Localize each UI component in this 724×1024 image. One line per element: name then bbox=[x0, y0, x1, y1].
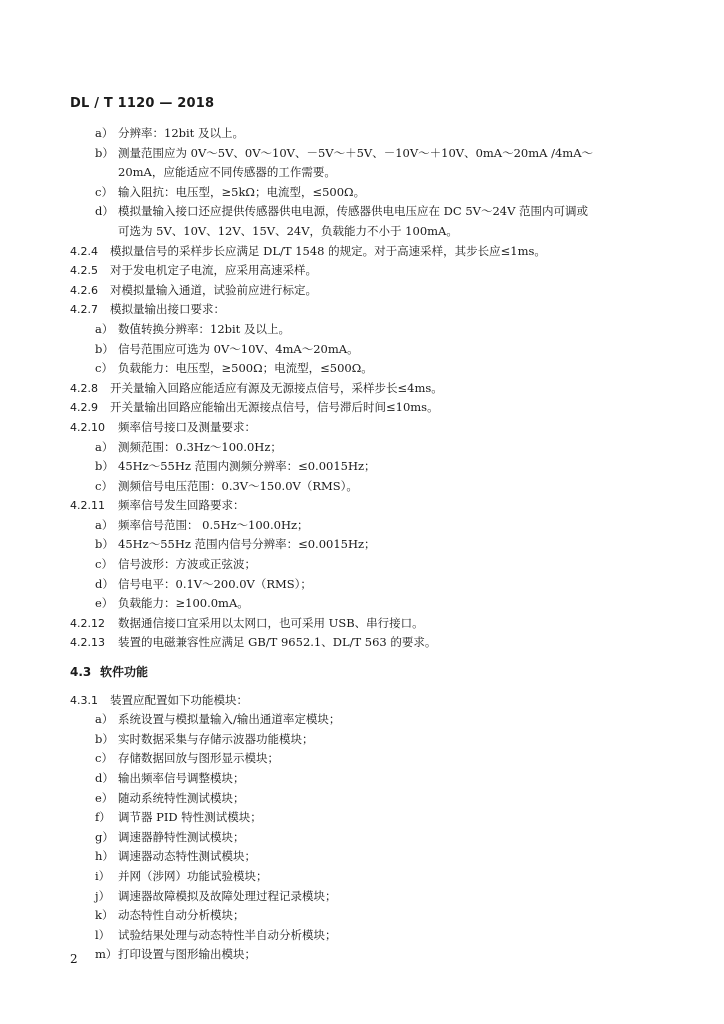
list-item bbox=[0, 144, 724, 164]
list-item-text: 频率信号范围： 0.5Hz～100.0Hz； bbox=[118, 517, 309, 532]
list-item bbox=[0, 769, 724, 789]
list-item bbox=[0, 555, 724, 575]
list-item-text: 调节器 PID 特性测试模块； bbox=[118, 810, 262, 825]
document-code-header: DL / T 1120 — 2018 bbox=[70, 96, 215, 111]
list-item-label: c） bbox=[95, 361, 113, 376]
document-body bbox=[0, 124, 724, 965]
section-number: 4.3 bbox=[70, 665, 92, 680]
list-item bbox=[0, 867, 724, 887]
list-item-text: 测量范围应为 0V～5V、0V～10V、－5V～＋5V、－10V～＋10V、0mA～20mA /4mA～ bbox=[118, 145, 594, 160]
list-item-text: 调速器动态特性测试模块； bbox=[118, 849, 256, 864]
list-item bbox=[0, 202, 724, 222]
list-item bbox=[0, 535, 724, 555]
list-item-label: f） bbox=[95, 810, 111, 825]
clause-number: 4.2.9 bbox=[70, 401, 98, 415]
list-item-label: b） bbox=[95, 731, 114, 746]
list-item bbox=[0, 477, 724, 497]
clause-number: 4.2.5 bbox=[70, 264, 98, 278]
list-item-text: 打印设置与图形输出模块； bbox=[118, 947, 256, 962]
page-number: 2 bbox=[70, 952, 78, 966]
list-item-continuation: 20mA，应能适应不同传感器的工作需要。 bbox=[118, 165, 336, 180]
list-item bbox=[0, 340, 724, 360]
list-item-continuation: 可选为 5V、10V、12V、15V、24V，负载能力不小于 100mA。 bbox=[118, 223, 458, 238]
section-heading bbox=[0, 663, 724, 683]
list-item-label: a） bbox=[95, 712, 114, 727]
list-item bbox=[0, 594, 724, 614]
clause bbox=[0, 398, 724, 418]
list-item-label: a） bbox=[95, 439, 114, 454]
list-item-text: 随动系统特性测试模块； bbox=[118, 790, 245, 805]
list-item-text: 数值转换分辨率：12bit 及以上。 bbox=[118, 321, 290, 336]
clause bbox=[0, 496, 724, 516]
clause-number: 4.2.4 bbox=[70, 244, 98, 258]
list-item bbox=[0, 710, 724, 730]
list-item-label: c） bbox=[95, 478, 113, 493]
clause-number: 4.2.8 bbox=[70, 381, 98, 395]
list-item-text: 调速器静特性测试模块； bbox=[118, 829, 245, 844]
list-item bbox=[0, 730, 724, 750]
list-item bbox=[0, 320, 724, 340]
list-item-label: c） bbox=[95, 557, 113, 572]
clause-text: 频率信号发生回路要求： bbox=[118, 498, 245, 513]
list-item-label: m） bbox=[95, 947, 118, 962]
list-item-text: 调速器故障模拟及故障处理过程记录模块； bbox=[118, 888, 337, 903]
list-item bbox=[0, 945, 724, 965]
list-item-label: g） bbox=[95, 829, 114, 844]
section-title: 软件功能 bbox=[100, 665, 149, 680]
list-item-text: 试验结果处理与动态特性半自动分析模块； bbox=[118, 927, 337, 942]
list-item-label: i） bbox=[95, 868, 111, 883]
list-item bbox=[0, 124, 724, 144]
list-item-label: b） bbox=[95, 341, 114, 356]
list-item bbox=[0, 183, 724, 203]
list-item-text: 并网（涉网）功能试验模块； bbox=[118, 868, 268, 883]
clause-text: 装置应配置如下功能模块： bbox=[110, 692, 248, 707]
list-item-label: d） bbox=[95, 204, 114, 219]
list-item-text: 45Hz～55Hz 范围内信号分辨率：≤0.0015Hz； bbox=[118, 537, 376, 552]
list-item-text: 信号范围应可选为 0V～10V、4mA～20mA。 bbox=[118, 341, 359, 356]
list-item bbox=[0, 789, 724, 809]
list-item-label: b） bbox=[95, 537, 114, 552]
list-item-text: 系统设置与模拟量输入/输出通道率定模块； bbox=[118, 712, 341, 727]
list-item-label: l） bbox=[95, 927, 111, 942]
list-item bbox=[0, 808, 724, 828]
list-item bbox=[0, 516, 724, 536]
list-item-text: 模拟量输入接口还应提供传感器供电电源，传感器供电电压应在 DC 5V～24V 范围内可调或 bbox=[118, 204, 589, 219]
clause-number: 4.2.7 bbox=[70, 303, 98, 317]
list-item-label: k） bbox=[95, 908, 114, 923]
clause bbox=[0, 379, 724, 399]
clause bbox=[0, 300, 724, 320]
clause-number: 4.2.11 bbox=[70, 499, 105, 513]
list-item bbox=[0, 575, 724, 595]
list-item-label: b） bbox=[95, 459, 114, 474]
list-item-label: a） bbox=[95, 126, 114, 140]
list-item bbox=[0, 457, 724, 477]
list-item bbox=[0, 887, 724, 907]
list-item bbox=[0, 926, 724, 946]
list-item bbox=[0, 847, 724, 867]
list-item-text: 45Hz～55Hz 范围内测频分辨率：≤0.0015Hz； bbox=[118, 459, 376, 474]
list-item bbox=[0, 906, 724, 926]
list-item-label: c） bbox=[95, 751, 113, 766]
list-item-text: 负载能力：电压型，≥500Ω；电流型，≤500Ω。 bbox=[118, 361, 373, 376]
clause-text: 对模拟量输入通道，试验前应进行标定。 bbox=[110, 282, 317, 297]
list-item-text: 动态特性自动分析模块； bbox=[118, 908, 245, 923]
clause-text: 开关量输入回路应能适应有源及无源接点信号，采样步长≤4ms。 bbox=[110, 380, 443, 395]
list-item bbox=[0, 749, 724, 769]
clause-text: 数据通信接口宜采用以太网口，也可采用 USB、串行接口。 bbox=[118, 615, 424, 630]
list-item bbox=[0, 359, 724, 379]
list-item-label: a） bbox=[95, 517, 114, 532]
list-item-label: d） bbox=[95, 576, 114, 591]
clause bbox=[0, 691, 724, 711]
list-item-label: b） bbox=[95, 145, 114, 160]
list-item-label: e） bbox=[95, 790, 114, 805]
list-item-label: e） bbox=[95, 596, 114, 611]
clause-number: 4.2.12 bbox=[70, 616, 105, 630]
list-item-text: 输出频率信号调整模块； bbox=[118, 771, 245, 785]
list-item-text: 信号电平：0.1V～200.0V（RMS）； bbox=[118, 576, 312, 591]
clause-text: 开关量输出回路应能输出无源接点信号，信号滞后时间≤10ms。 bbox=[110, 400, 439, 415]
list-item-text: 测频信号电压范围：0.3V～150.0V（RMS）。 bbox=[118, 478, 358, 493]
clause bbox=[0, 614, 724, 634]
list-item-text: 分辨率：12bit 及以上。 bbox=[118, 126, 244, 140]
clause-text: 模拟量信号的采样步长应满足 DL/T 1548 的规定。对于高速采样，其步长应≤1ms。 bbox=[110, 243, 546, 258]
list-item-text: 输入阻抗：电压型，≥5kΩ；电流型，≤500Ω。 bbox=[118, 184, 366, 199]
list-item-label: h） bbox=[95, 849, 114, 864]
clause-number: 4.2.13 bbox=[70, 636, 105, 650]
clause-text: 对于发电机定子电流，应采用高速采样。 bbox=[110, 263, 317, 278]
list-item-text: 测频范围：0.3Hz～100.0Hz； bbox=[118, 439, 282, 454]
clause-text: 频率信号接口及测量要求： bbox=[118, 419, 256, 434]
clause bbox=[0, 261, 724, 281]
clause-number: 4.2.10 bbox=[70, 420, 105, 434]
list-item bbox=[0, 438, 724, 458]
clause-text: 装置的电磁兼容性应满足 GB/T 9652.1、DL/T 563 的要求。 bbox=[118, 635, 437, 650]
clause bbox=[0, 418, 724, 438]
clause-text: 模拟量输出接口要求： bbox=[110, 302, 225, 317]
list-item-label: a） bbox=[95, 321, 114, 336]
clause bbox=[0, 633, 724, 653]
list-item-label: j） bbox=[95, 888, 111, 903]
list-item-label: c） bbox=[95, 184, 113, 199]
list-item-text: 实时数据采集与存储示波器功能模块； bbox=[118, 731, 314, 746]
clause-number: 4.2.6 bbox=[70, 283, 98, 297]
clause bbox=[0, 281, 724, 301]
list-item-text: 负载能力：≥100.0mA。 bbox=[118, 596, 249, 611]
list-item-text: 存储数据回放与图形显示模块； bbox=[118, 751, 279, 766]
list-item-text: 信号波形：方波或正弦波； bbox=[118, 557, 256, 572]
clause-number: 4.3.1 bbox=[70, 693, 98, 707]
list-item-label: d） bbox=[95, 771, 114, 785]
list-item bbox=[0, 828, 724, 848]
clause bbox=[0, 242, 724, 262]
